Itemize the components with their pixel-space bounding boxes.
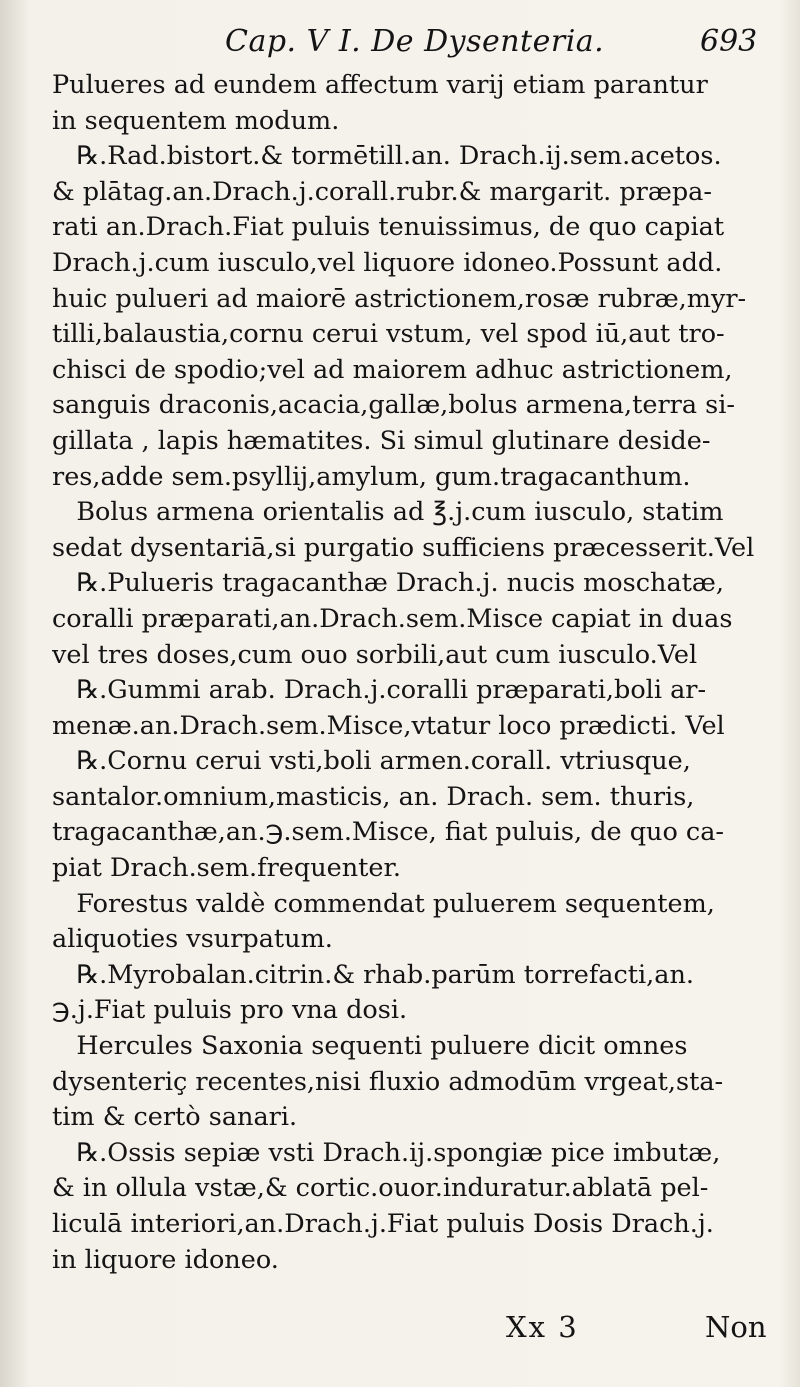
text-line: sedat dysentariā,si purgatio sufficiens præcesserit.Vel [52,532,755,563]
text-line: liculā interiori,an.Drach.j.Fiat puluis Dosis Drach.j. [52,1209,714,1239]
text-line: dysenteriç recentes,nisi fluxio admodūm vrgeat,sta- [52,1066,724,1097]
page-number: 693 [700,24,758,59]
text-line: gillata , lapis hæmatites. Si simul glutinare deside- [52,425,711,456]
text-line: Hercules Saxonia sequenti puluere dicit omnes [52,1031,688,1062]
running-head: Cap. V I. De Dysenteria. [225,24,605,59]
text-line: Forestus valdè commendat puluerem sequentem, [52,888,715,919]
text-line: tilli,balaustia,cornu cerui vstum, vel spod iū,aut tro- [52,319,725,350]
text-line: vel tres doses,cum ouo sorbili,aut cum iusculo.Vel [52,639,698,670]
text-line: tragacanthæ,an.℈.sem.Misce, fiat puluis, de quo ca- [52,817,725,848]
text-line: coralli præparati,an.Drach.sem.Misce capiat in duas [52,603,733,634]
text-line: ℞.Pulueris tragacanthæ Drach.j. nucis moschatæ, [52,568,724,599]
text-line: chisci de spodio;vel ad maiorem adhuc astrictionem, [52,354,733,385]
text-line: ℞.Cornu cerui vsti,boli armen.corall. vtriusque, [52,746,691,777]
text-line: & in ollula vstæ,& cortic.ouor.induratur.ablatā pel- [52,1173,709,1204]
text-line: menæ.an.Drach.sem.Misce,vtatur loco prædicti. Vel [52,710,725,741]
text-line: ℞.Myrobalan.citrin.& rhab.parūm torrefacti,an. [52,959,695,990]
text-line: ℞.Gummi arab. Drach.j.coralli præparati,boli ar- [52,675,707,706]
text-line: ℞.Rad.bistort.& tormētill.an. Drach.ij.sem.acetos. [52,141,722,172]
text-line: tim & certò sanari. [52,1102,298,1133]
body-text [52,68,780,1278]
text-line: aliquoties vsurpatum. [52,924,333,955]
text-line: in liquore idoneo. [52,1244,279,1275]
text-line: santalor.omnium,masticis, an. Drach. sem. thuris, [52,781,695,812]
text-line: res,adde sem.psyllij,amylum, gum.tragacanthum. [52,461,691,492]
text-line: & plātag.an.Drach.j.corall.rubr.& margarit. præpa- [52,176,712,207]
text-line: Drach.j.cum iusculo,vel liquore idoneo.Possunt add. [52,247,723,278]
page-footer [0,1302,800,1352]
text-line: huic pulueri ad maiorē astrictionem,rosæ rubræ,myr- [52,283,747,314]
text-line: Pulueres ad eundem affectum varij etiam parantur [52,70,708,100]
text-line: ℈.j.Fiat puluis pro vna dosi. [52,995,408,1026]
signature-mark: Xx 3 [506,1310,579,1344]
text-line: piat Drach.sem.frequenter. [52,853,401,884]
text-line: ℞.Ossis sepiæ vsti Drach.ij.spongiæ pice imbutæ, [52,1137,721,1168]
page-header [0,18,800,68]
text-line: Bolus armena orientalis ad ℥.j.cum iusculo, statim [52,497,724,528]
text-line: in sequentem modum. [52,105,340,136]
text-line: sanguis draconis,acacia,gallæ,bolus armena,terra si- [52,390,735,421]
text-line: rati an.Drach.Fiat puluis tenuissimus, de quo capiat [52,212,725,243]
catchword: Non [705,1310,767,1344]
